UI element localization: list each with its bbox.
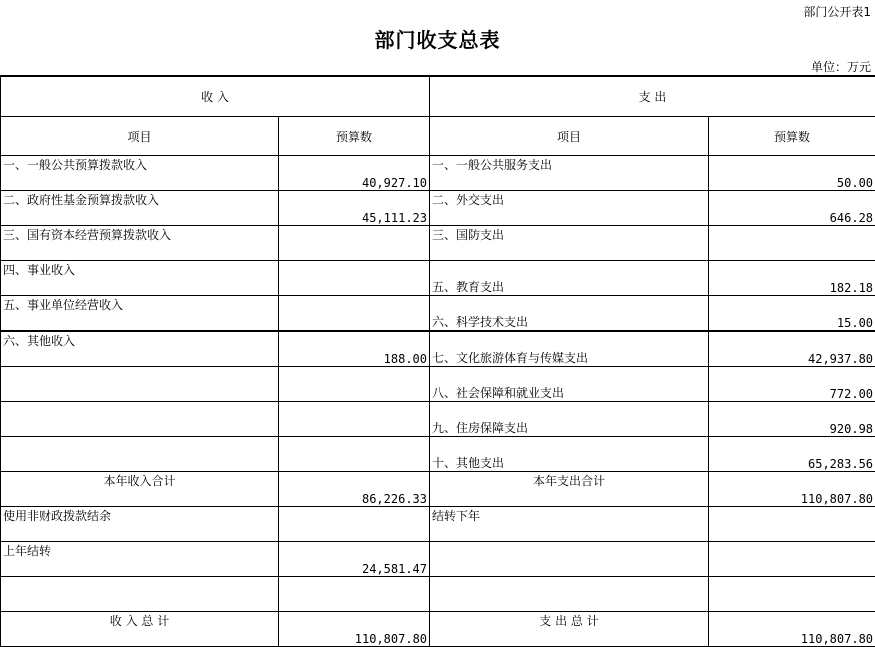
income-item-value xyxy=(279,402,430,437)
expense-item-name: 三、国防支出 xyxy=(430,226,709,261)
table-row xyxy=(1,191,875,226)
income-item-value: 45,111.23 xyxy=(279,191,430,226)
year-expense-total-value: 110,807.80 xyxy=(709,472,875,507)
expense-item-name: 一、一般公共服务支出 xyxy=(430,156,709,191)
table-row xyxy=(1,296,875,332)
income-item-value xyxy=(279,226,430,261)
table-row xyxy=(1,156,875,191)
income-item-value: 40,927.10 xyxy=(279,156,430,191)
income-item-name: 四、事业收入 xyxy=(1,261,279,296)
table-row xyxy=(1,507,875,542)
section-header-row xyxy=(1,76,875,117)
table-row xyxy=(1,437,875,472)
expense-item-name: 五、教育支出 xyxy=(430,261,709,296)
expense-item-value: 65,283.56 xyxy=(709,437,875,472)
expense-item-name: 六、科学技术支出 xyxy=(430,296,709,332)
expense-item-value: 50.00 xyxy=(709,156,875,191)
page-title: 部门收支总表 xyxy=(0,24,875,53)
grand-income-total-label: 收 入 总 计 xyxy=(1,612,279,647)
grand-income-total-value: 110,807.80 xyxy=(279,612,430,647)
expense-item-value: 772.00 xyxy=(709,367,875,402)
income-item-value: 188.00 xyxy=(279,331,430,367)
expense-item-value xyxy=(709,577,875,612)
column-header-row xyxy=(1,117,875,156)
income-item-name: 一、一般公共预算拨款收入 xyxy=(1,156,279,191)
year-income-total-label: 本年收入合计 xyxy=(1,472,279,507)
income-item-value xyxy=(279,577,430,612)
expense-item-name: 结转下年 xyxy=(430,507,709,542)
grand-expense-total-label: 支 出 总 计 xyxy=(430,612,709,647)
grand-total-row xyxy=(1,612,875,647)
income-item-name: 上年结转 xyxy=(1,542,279,577)
expense-item-name: 十、其他支出 xyxy=(430,437,709,472)
table-row xyxy=(1,226,875,261)
income-item-value xyxy=(279,367,430,402)
expense-item-value: 15.00 xyxy=(709,296,875,332)
expense-item-name: 七、文化旅游体育与传媒支出 xyxy=(430,331,709,367)
year-income-total-value: 86,226.33 xyxy=(279,472,430,507)
expense-item-value: 182.18 xyxy=(709,261,875,296)
income-item-name xyxy=(1,402,279,437)
expense-item-value xyxy=(709,226,875,261)
income-item-name: 三、国有资本经营预算拨款收入 xyxy=(1,226,279,261)
grand-expense-total-value: 110,807.80 xyxy=(709,612,875,647)
income-item-name: 五、事业单位经营收入 xyxy=(1,296,279,332)
income-item-value xyxy=(279,261,430,296)
expense-item-name xyxy=(430,577,709,612)
expense-item-name xyxy=(430,542,709,577)
unit-label: 单位：万元 xyxy=(811,58,871,75)
expense-item-name: 二、外交支出 xyxy=(430,191,709,226)
expense-budget-header: 预算数 xyxy=(709,117,875,156)
expense-item-name: 八、社会保障和就业支出 xyxy=(430,367,709,402)
expense-item-value xyxy=(709,542,875,577)
income-header: 收 入 xyxy=(1,76,430,117)
expense-item-value xyxy=(709,507,875,542)
income-item-value xyxy=(279,507,430,542)
income-item-value: 24,581.47 xyxy=(279,542,430,577)
income-item-name: 六、其他收入 xyxy=(1,331,279,367)
table-row xyxy=(1,577,875,612)
expense-item-name: 九、住房保障支出 xyxy=(430,402,709,437)
income-item-header: 项目 xyxy=(1,117,279,156)
expense-item-value: 42,937.80 xyxy=(709,331,875,367)
income-item-name: 二、政府性基金预算拨款收入 xyxy=(1,191,279,226)
expense-item-value: 646.28 xyxy=(709,191,875,226)
table-row xyxy=(1,542,875,577)
year-expense-total-label: 本年支出合计 xyxy=(430,472,709,507)
income-budget-header: 预算数 xyxy=(279,117,430,156)
budget-table xyxy=(0,75,875,647)
year-total-row xyxy=(1,472,875,507)
income-item-name xyxy=(1,437,279,472)
expense-item-header: 项目 xyxy=(430,117,709,156)
income-item-value xyxy=(279,296,430,332)
table-row xyxy=(1,402,875,437)
form-number: 部门公开表1 xyxy=(803,3,871,20)
table-row xyxy=(1,367,875,402)
income-item-value xyxy=(279,437,430,472)
income-item-name xyxy=(1,577,279,612)
table-row xyxy=(1,331,875,367)
income-item-name xyxy=(1,367,279,402)
expense-item-value: 920.98 xyxy=(709,402,875,437)
expense-header: 支 出 xyxy=(430,76,875,117)
income-item-name: 使用非财政拨款结余 xyxy=(1,507,279,542)
table-row xyxy=(1,261,875,296)
